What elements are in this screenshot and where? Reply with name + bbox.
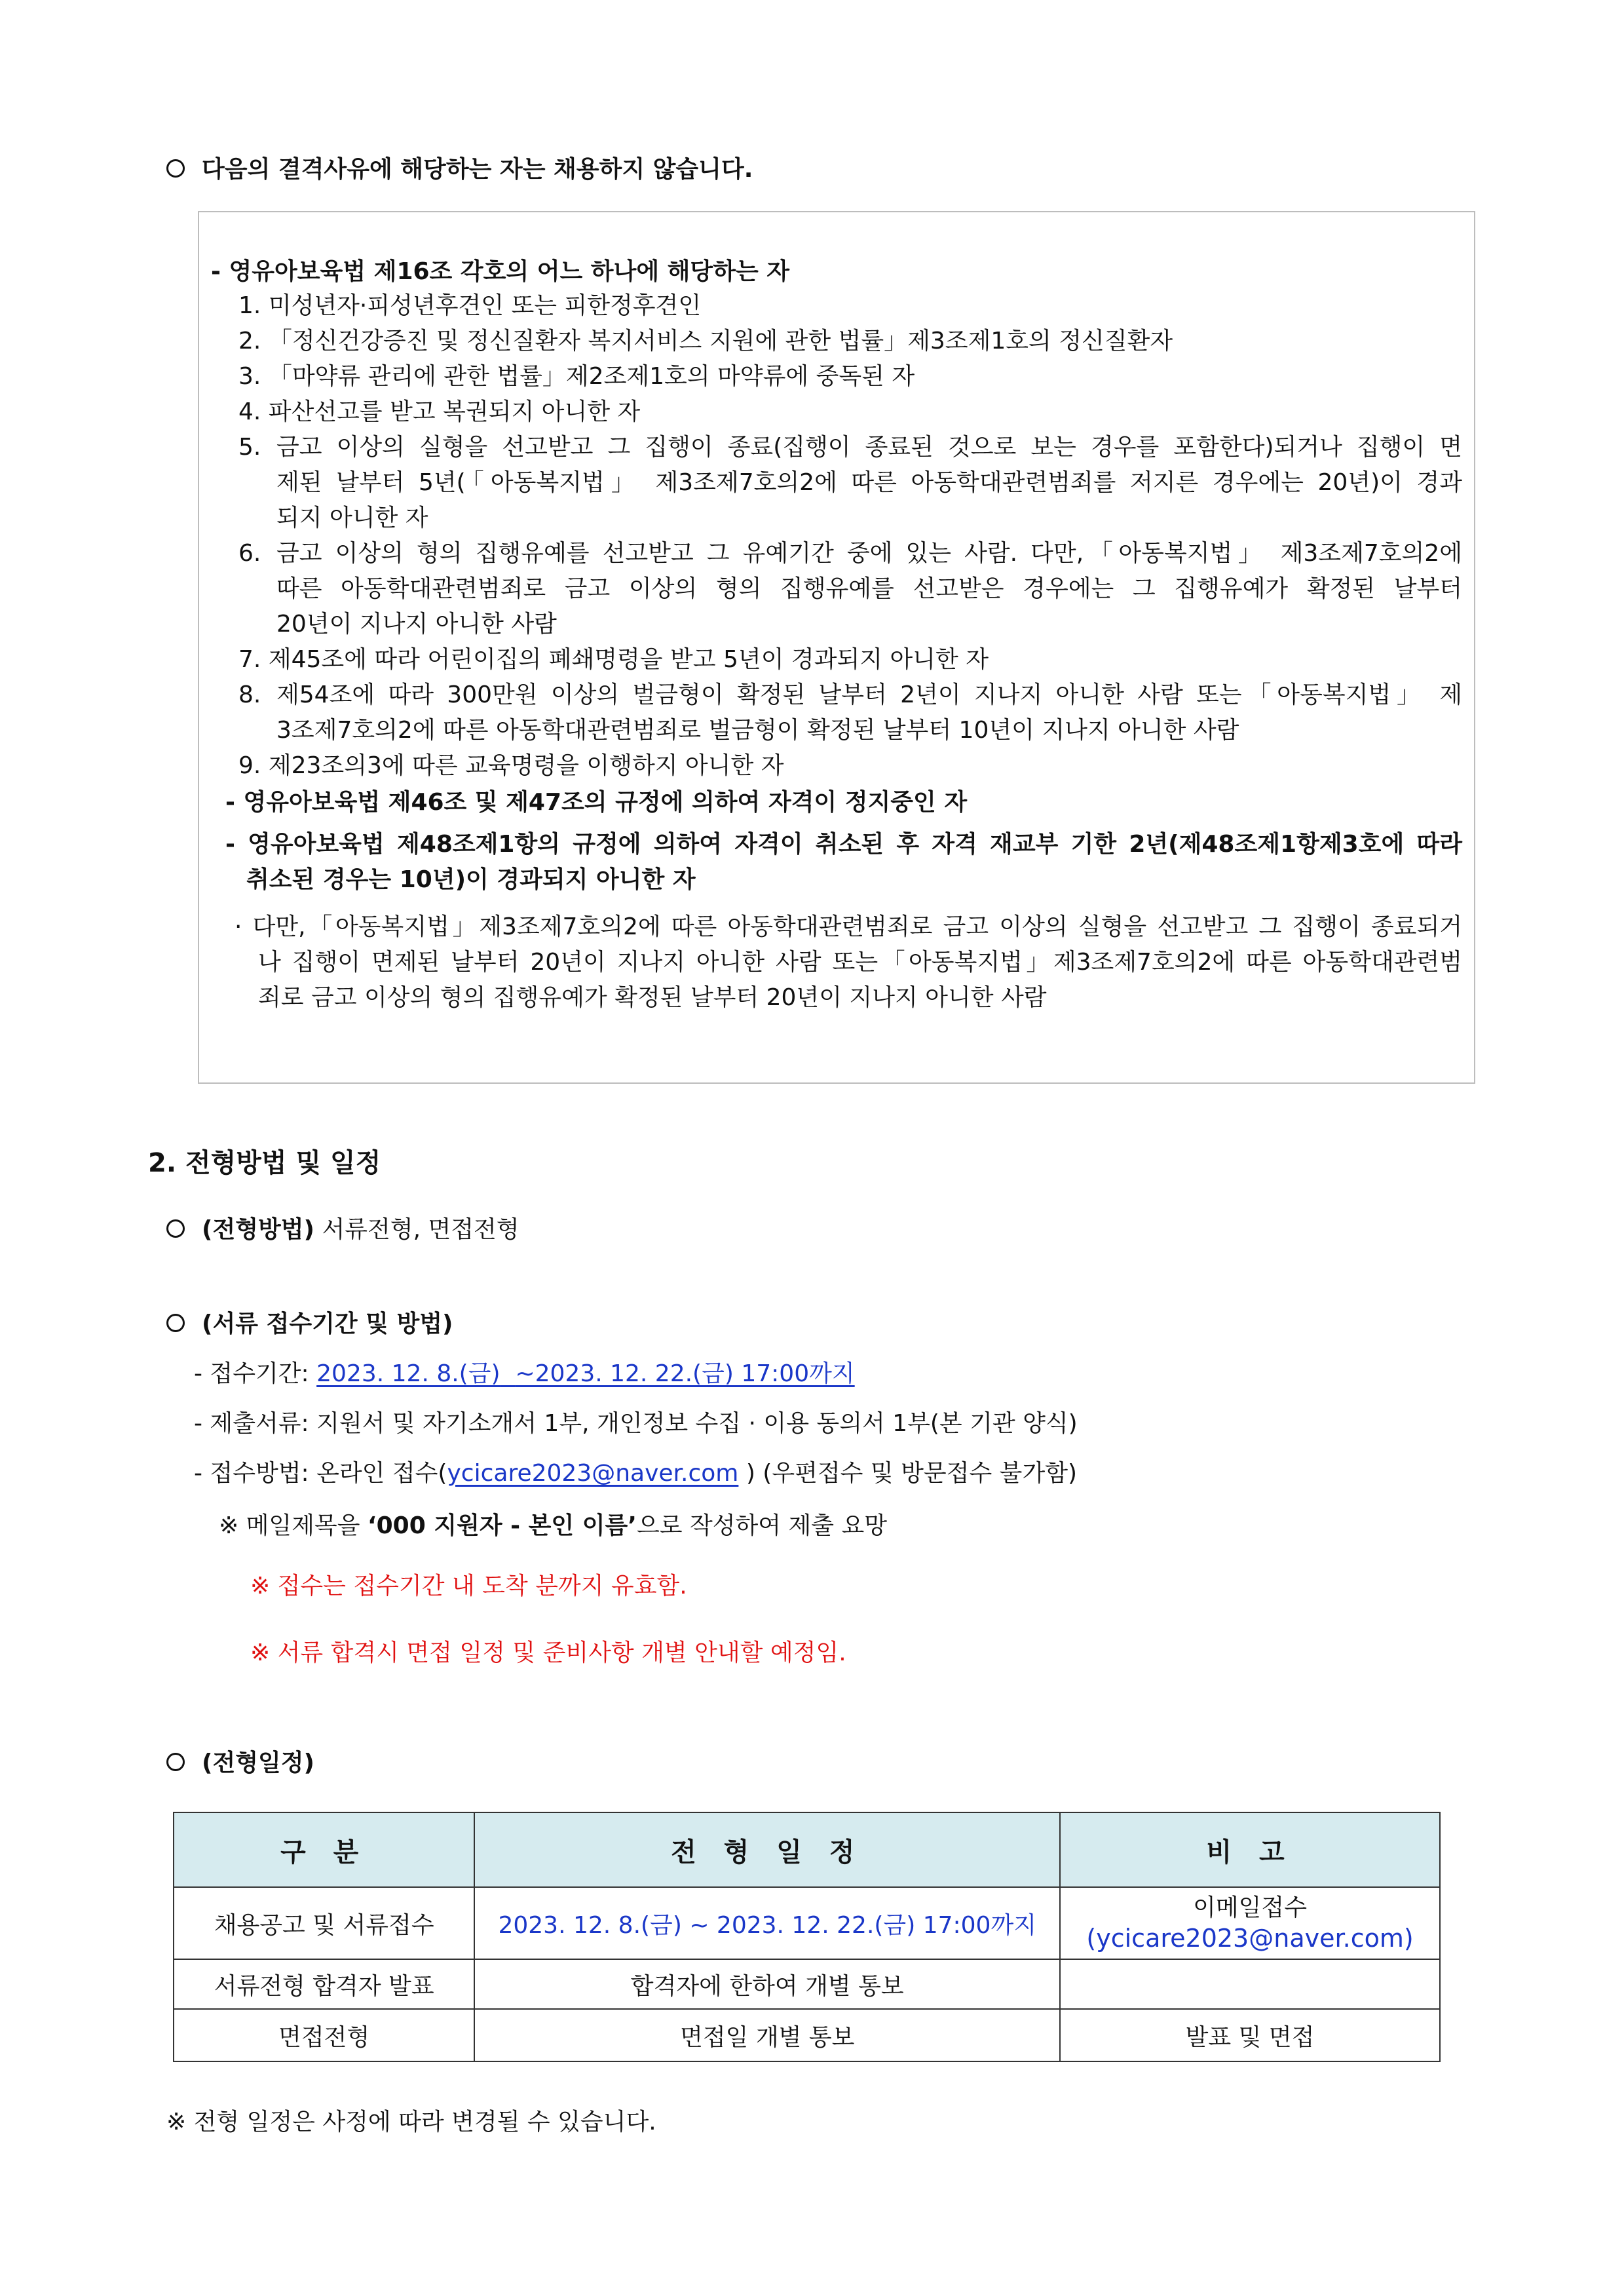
- item-text: 미성년자·피성년후견인 또는 피한정후견인: [268, 292, 702, 319]
- item-number: 7.: [238, 646, 261, 673]
- circle-bullet-icon: [166, 1219, 185, 1238]
- cell-category: 채용공고 및 서류접수: [174, 1887, 474, 1959]
- item-number: 4.: [238, 398, 261, 425]
- mail-note-post: 으로 작성하여 제출 요망: [636, 1512, 888, 1539]
- circle-bullet-icon: [166, 1314, 185, 1332]
- item-number: 9.: [238, 752, 261, 779]
- submit-prefix: - 접수방법: 온라인 접수(: [194, 1460, 447, 1487]
- period-line: [194, 1356, 855, 1392]
- header-category: 구 분: [174, 1812, 474, 1887]
- submit-suffix: ) (우편접수 및 방문접수 불가함): [738, 1460, 1078, 1487]
- item-text: 제45조에 따라 어린이집의 폐쇄명령을 받고 5년이 경과되지 아니한 자: [268, 646, 989, 673]
- footnote: ※ 전형 일정은 사정에 따라 변경될 수 있습니다.: [166, 2109, 656, 2135]
- item-number: 1.: [238, 292, 261, 319]
- list-item-number: 6.: [238, 540, 261, 567]
- cell-remark: 발표 및 면접: [1060, 2009, 1440, 2061]
- header-remark: 비 고: [1060, 1812, 1440, 1887]
- period-end: ~2023. 12. 22.(금) 17:00까지: [515, 1360, 855, 1387]
- list-item: [238, 642, 989, 678]
- cell-schedule: 면접일 개별 통보: [474, 2009, 1060, 2061]
- period-prefix: - 접수기간:: [194, 1360, 317, 1387]
- item-text: 제23조의3에 따른 교육명령을 이행하지 아니한 자: [268, 752, 784, 779]
- item-text: 따른 아동학대관련범죄로 금고 이상의 형의 집행유예를 선고받은 경우에는 그 집행유예가 확정된 날부터: [276, 575, 1462, 602]
- disqualification-box: [198, 211, 1475, 1084]
- list-item-number: 5.: [238, 434, 261, 461]
- table-row: [174, 2009, 1440, 2061]
- docs-line: - 제출서류: 지원서 및 자기소개서 1부, 개인정보 수집 · 이용 동의서 1부(본 기관 양식): [194, 1410, 1078, 1437]
- item-text: 「정신건강증진 및 정신질환자 복지서비스 지원에 관한 법률」제3조제1호의 정신질환자: [268, 328, 1173, 354]
- method-line: [166, 1212, 519, 1248]
- box-heading-16: - 영유아보육법 제16조 각호의 어느 하나에 해당하는 자: [211, 258, 790, 285]
- cell-schedule: 합격자에 한하여 개별 통보: [474, 1959, 1060, 2009]
- remark-label: 이메일접수: [1193, 1894, 1307, 1921]
- period-label: (서류 접수기간 및 방법): [202, 1311, 453, 1337]
- box-heading-46: - 영유아보육법 제46조 및 제47조의 규정에 의하여 자격이 정지중인 자: [225, 789, 968, 816]
- item-number: 3.: [238, 363, 261, 390]
- schedule-heading: [166, 1746, 314, 1781]
- list-item: [238, 359, 915, 394]
- method-value: 서류전형, 면접전형: [322, 1216, 519, 1243]
- email-link[interactable]: ycicare2023@naver.com: [447, 1460, 739, 1487]
- item-number: 2.: [238, 328, 261, 354]
- period-start: 2023. 12. 8.(금): [316, 1360, 500, 1387]
- cell-category: 면접전형: [174, 2009, 474, 2061]
- item-text: 파산선고를 받고 복권되지 아니한 자: [268, 398, 641, 425]
- mail-note-pre: ※ 메일제목을: [219, 1512, 368, 1539]
- intro-text: 다음의 결격사유에 해당하는 자는 채용하지 않습니다.: [202, 156, 753, 183]
- list-item-number: 8.: [238, 681, 261, 708]
- red-note-2: ※ 서류 합격시 면접 일정 및 준비사항 개별 안내할 예정임.: [250, 1639, 846, 1666]
- box-heading-48-line2: 취소된 경우는 10년)이 경과되지 아니한 자: [246, 866, 696, 893]
- list-item: [238, 324, 1173, 359]
- intro-line: [166, 152, 753, 187]
- item-text: 제54조에 따라 300만원 이상의 벌금형이 확정된 날부터 2년이 지나지 아니한 사람 또는「아동복지법」 제: [276, 681, 1462, 708]
- header-schedule: 전 형 일 정: [474, 1812, 1060, 1887]
- item-text: 3조제7호의2에 따른 아동학대관련범죄로 벌금형이 확정된 날부터 10년이 지나지 아니한 사람: [276, 717, 1239, 744]
- schedule-table: [173, 1812, 1441, 2062]
- table-row: [174, 1887, 1440, 1959]
- cell-remark: [1060, 1887, 1440, 1959]
- box-note-line1: · 다만,「아동복지법」제3조제7호의2에 따른 아동학대관련범죄로 금고 이상의 실형을 선고받고 그 집행이 종료되거: [235, 913, 1462, 940]
- box-note-line2: 나 집행이 면제된 날부터 20년이 지나지 아니한 사람 또는「아동복지법」제3조제7호의2에 따른 아동학대관련범: [258, 949, 1462, 976]
- table-row: [174, 1959, 1440, 2009]
- item-text: 금고 이상의 형의 집행유예를 선고받고 그 유예기간 중에 있는 사람. 다만,「아동복지법」 제3조제7호의2에: [276, 540, 1462, 567]
- item-text: 되지 아니한 자: [276, 505, 428, 531]
- period-heading: [166, 1307, 453, 1342]
- cell-schedule: 2023. 12. 8.(금) ~ 2023. 12. 22.(금) 17:00까지: [474, 1887, 1060, 1959]
- mail-title-note: [219, 1508, 887, 1544]
- cell-remark: [1060, 1959, 1440, 2009]
- section-title: 2. 전형방법 및 일정: [148, 1148, 381, 1178]
- list-item: [238, 394, 640, 430]
- method-label: (전형방법): [202, 1216, 315, 1243]
- red-note-1: ※ 접수는 접수기간 내 도착 분까지 유효함.: [250, 1573, 687, 1599]
- schedule-label: (전형일정): [202, 1750, 315, 1776]
- circle-bullet-icon: [166, 159, 185, 178]
- item-text: 20년이 지나지 아니한 사람: [276, 611, 557, 638]
- mail-note-bold: ‘000 지원자 - 본인 이름’: [367, 1512, 637, 1539]
- list-item: [238, 748, 784, 784]
- box-note-line3: 죄로 금고 이상의 형의 집행유예가 확정된 날부터 20년이 지나지 아니한 사람: [258, 984, 1047, 1011]
- circle-bullet-icon: [166, 1753, 185, 1771]
- table-header-row: [174, 1812, 1440, 1887]
- remark-email[interactable]: (ycicare2023@naver.com): [1086, 1924, 1414, 1953]
- cell-category: 서류전형 합격자 발표: [174, 1959, 474, 2009]
- item-text: 금고 이상의 실형을 선고받고 그 집행이 종료(집행이 종료된 것으로 보는 경우를 포함한다)되거나 집행이 면: [276, 434, 1462, 461]
- box-heading-48-line1: - 영유아보육법 제48조제1항의 규정에 의하여 자격이 취소된 후 자격 재교부 기한 2년(제48조제1항제3호에 따라: [225, 831, 1462, 858]
- item-text: 「마약류 관리에 관한 법률」제2조제1호의 마약류에 중독된 자: [268, 363, 915, 390]
- list-item: [238, 288, 701, 324]
- submit-method-line: [194, 1456, 1077, 1491]
- item-text: 제된 날부터 5년(「아동복지법」 제3조제7호의2에 따른 아동학대관련범죄를 저지른 경우에는 20년)이 경과: [276, 469, 1462, 496]
